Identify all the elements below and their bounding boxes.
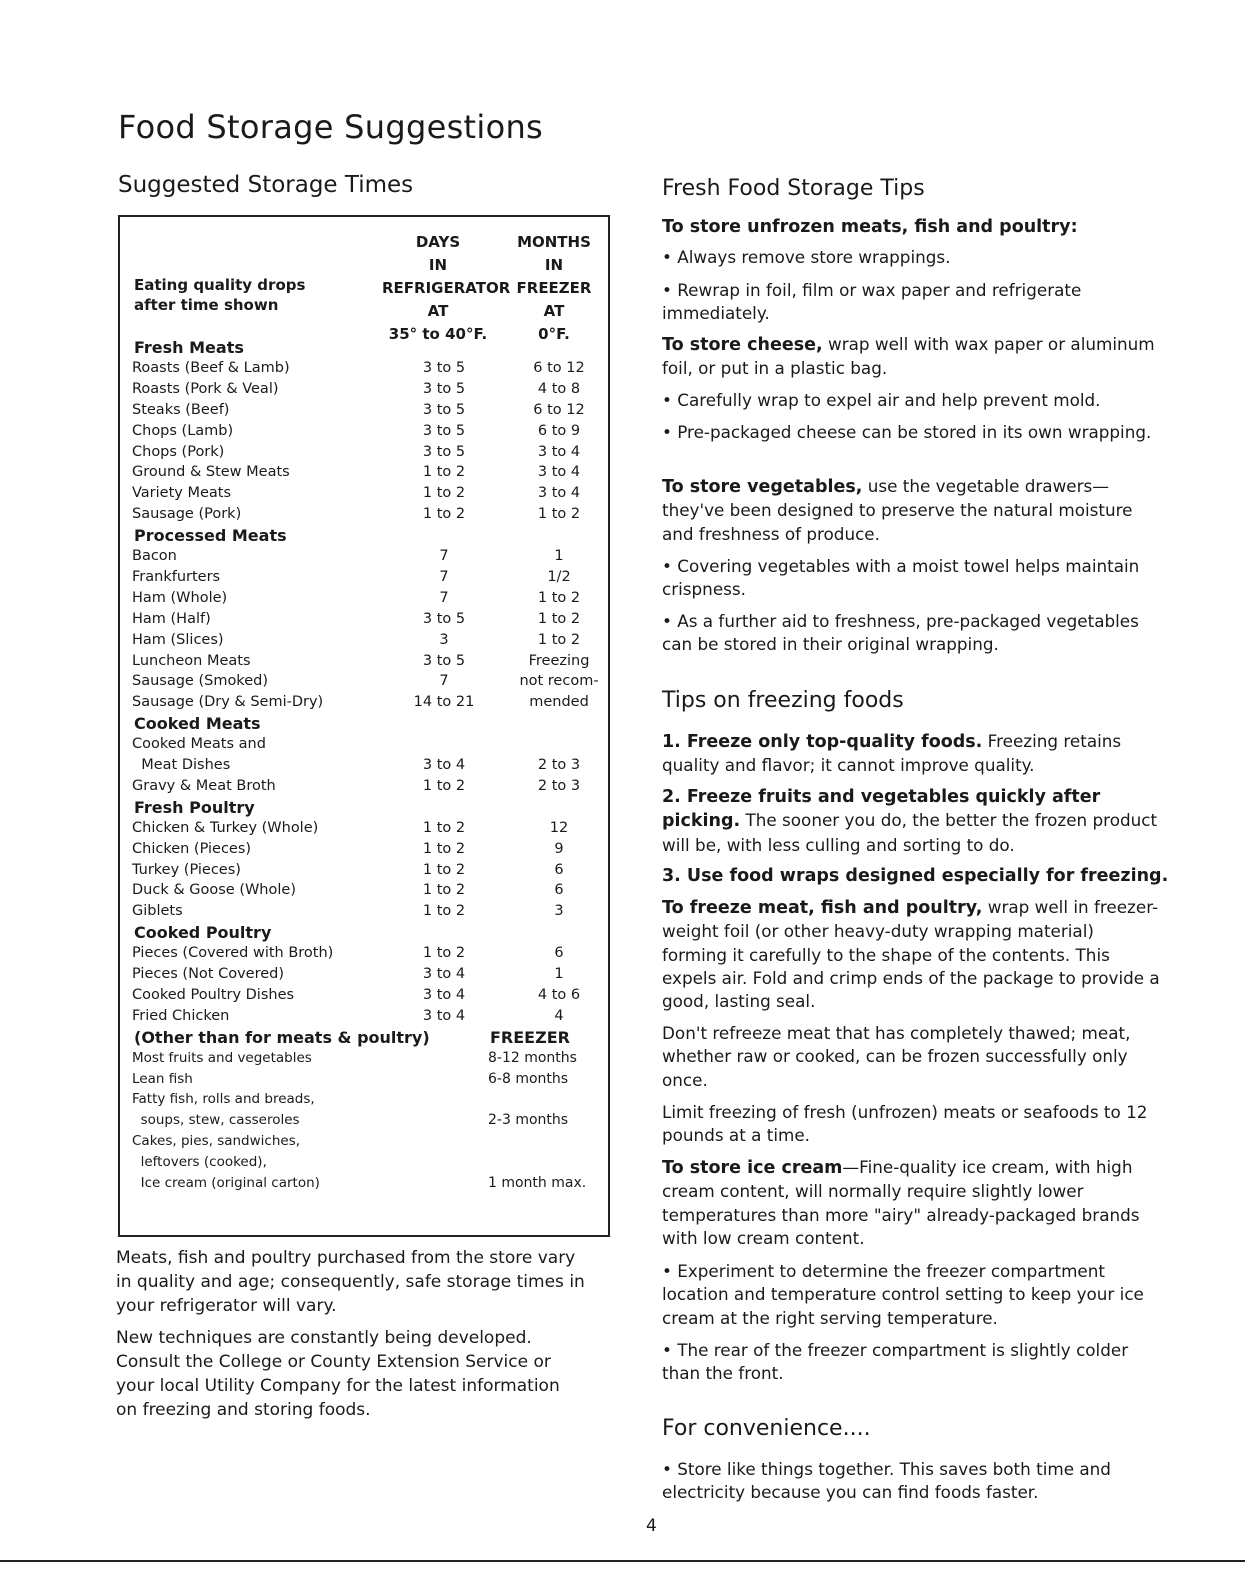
- refrigerator-days: 7: [439, 548, 449, 564]
- food-item: Frankfurters: [132, 568, 221, 585]
- food-item: Ground & Stew Meats: [132, 464, 290, 481]
- refrigerator-days: 1 to 2: [422, 903, 466, 920]
- section-fresh-meats: Fresh Meats: [134, 338, 244, 357]
- refrigerator-days: 1 to 2: [422, 777, 466, 794]
- freezer-months: 4: [554, 1007, 564, 1024]
- months-column-header: MONTHS IN FREEZER AT 0°F.: [516, 233, 592, 343]
- food-item: Cakes, pies, sandwiches,: [132, 1133, 301, 1150]
- ice-cream-tip-bullet-2: • The rear of the freezer compartment is slightly colder than the front.: [662, 1340, 1129, 1384]
- food-item: soups, stew, casseroles: [132, 1112, 300, 1129]
- refrigerator-days: 1 to 2: [422, 840, 466, 857]
- freezer-months: 3: [554, 903, 564, 920]
- cheese-tip: To store cheese, wrap well with wax paper or aluminum foil, or put in a plastic bag.: [662, 334, 1155, 379]
- storage-times-heading: Suggested Storage Times: [118, 172, 414, 198]
- refrigerator-days: 3 to 5: [422, 610, 466, 627]
- freezer-months: mended: [529, 694, 589, 711]
- freezer-months: 4 to 6: [537, 986, 581, 1003]
- food-item: Pieces (Not Covered): [132, 966, 285, 982]
- food-item: Most fruits and vegetables: [132, 1049, 312, 1066]
- freezer-months: 2 to 3: [537, 777, 581, 794]
- freezer-months: 12: [549, 819, 569, 836]
- freezer-months: 6 to 12: [533, 359, 585, 376]
- ice-cream-tip-bullet-1: • Experiment to determine the freezer compartment location and temperature control setting to keep your ice cream at the right serving temperature.: [662, 1261, 1144, 1328]
- ice-cream-tip: To store ice cream—Fine-quality ice cream, with high cream content, will normally require slightly lower temperatures than more "airy" already-packaged brands with low cream content.: [662, 1157, 1140, 1248]
- food-item: Chicken (Pieces): [132, 840, 252, 857]
- freezer-months: 1/2: [547, 568, 571, 585]
- bottom-rule: [0, 1560, 1245, 1562]
- food-item: Meat Dishes: [132, 757, 231, 773]
- food-item: Ham (Whole): [132, 589, 228, 606]
- freezer-months: 1 to 2: [537, 610, 581, 627]
- section-cooked-meats: Cooked Meats: [134, 714, 261, 734]
- food-item: Cooked Poultry Dishes: [132, 986, 295, 1003]
- freezer-months: 1 to 2: [537, 589, 581, 606]
- meats-tip-bullet-1: • Always remove store wrappings.: [662, 247, 951, 267]
- freezer-time: 1 month max.: [488, 1175, 587, 1191]
- food-item: Luncheon Meats: [132, 652, 251, 669]
- section-processed-meats: Processed Meats: [134, 526, 287, 546]
- freezer-months: 6: [554, 945, 564, 962]
- cheese-tip-bullet-1: • Carefully wrap to expel air and help prevent mold.: [662, 390, 1101, 410]
- food-item: Sausage (Dry & Semi-Dry): [132, 694, 324, 711]
- section-fresh-poultry: Fresh Poultry: [134, 797, 255, 817]
- refrigerator-days: 3 to 4: [422, 966, 466, 982]
- refrigerator-days: 3: [439, 631, 449, 648]
- refrigerator-days: 3 to 4: [422, 757, 466, 773]
- food-item: Gravy & Meat Broth: [132, 777, 276, 794]
- food-item: Cooked Meats and: [132, 736, 266, 753]
- refrigerator-days: 1 to 2: [422, 861, 466, 878]
- freezer-time: 2-3 months: [488, 1112, 569, 1129]
- food-item: Fried Chicken: [132, 1007, 230, 1024]
- freezer-months: 3 to 4: [537, 443, 581, 460]
- meats-tip-lead: To store unfrozen meats, fish and poultry:: [662, 217, 1078, 237]
- freezer-months: 3 to 4: [537, 485, 581, 502]
- food-item: Duck & Goose (Whole): [132, 882, 296, 899]
- freezing-tip-3: 3. Use food wraps designed especially for freezing.: [662, 866, 1169, 886]
- section-cooked-poultry: Cooked Poultry: [134, 923, 272, 943]
- storage-times-table: [118, 215, 610, 1237]
- refrigerator-days: 1 to 2: [422, 882, 466, 899]
- refrigerator-days: 7: [439, 673, 449, 690]
- refrigerator-days: 14 to 21: [413, 694, 475, 711]
- refrigerator-days: 3 to 5: [422, 359, 466, 376]
- page-title: Food Storage Suggestions: [118, 108, 544, 146]
- food-item: Chicken & Turkey (Whole): [132, 819, 319, 836]
- freezer-months: 3 to 4: [537, 464, 581, 481]
- freezer-months: 6: [554, 882, 564, 899]
- meats-tip-bullet-2: • Rewrap in foil, film or wax paper and refrigerate immediately.: [662, 280, 1082, 324]
- food-item: Fatty fish, rolls and breads,: [132, 1091, 315, 1108]
- refreeze-tip: Don't refreeze meat that has completely thawed; meat, whether raw or cooked, can be frozen successfully only once.: [662, 1023, 1131, 1090]
- refrigerator-days: 3 to 5: [422, 443, 466, 460]
- freezing-tip-2: 2. Freeze fruits and vegetables quickly after picking. The sooner you do, the better the frozen product will be, with less culling and sorting to do.: [662, 787, 1158, 855]
- food-item: Lean fish: [132, 1070, 193, 1087]
- food-item: leftovers (cooked),: [132, 1154, 267, 1171]
- food-item: Bacon: [132, 548, 177, 564]
- freezer-months: 6: [554, 861, 564, 878]
- food-item: Pieces (Covered with Broth): [132, 945, 334, 962]
- freezer-months: 1 to 2: [537, 631, 581, 648]
- vegetables-tip-bullet-1: • Covering vegetables with a moist towel helps maintain crispness.: [662, 556, 1140, 600]
- food-item: Ice cream (original carton): [132, 1175, 320, 1191]
- food-item: Giblets: [132, 903, 183, 920]
- freezer-months: 1: [554, 548, 564, 564]
- freezer-months: 1 to 2: [537, 506, 581, 523]
- freezer-months: not recom-: [519, 673, 599, 690]
- refrigerator-days: 3 to 5: [422, 422, 466, 439]
- page-number: 4: [646, 1516, 657, 1536]
- food-item: Chops (Pork): [132, 443, 225, 460]
- freezer-time: 6-8 months: [488, 1070, 569, 1087]
- cheese-tip-bullet-2: • Pre-packaged cheese can be stored in its own wrapping.: [662, 422, 1152, 442]
- food-item: Variety Meats: [132, 485, 232, 502]
- food-item: Turkey (Pieces): [132, 861, 241, 878]
- storage-note-1: Meats, fish and poultry purchased from the store vary in quality and age; consequently, safe storage times in your refrigerator will vary.: [116, 1248, 585, 1316]
- freezing-limit-tip: Limit freezing of fresh (unfrozen) meats or seafoods to 12 pounds at a time.: [662, 1102, 1148, 1146]
- freezer-months: Freezing: [528, 652, 590, 669]
- table-intro: Eating quality drops after time shown: [134, 276, 306, 314]
- vegetables-tip: To store vegetables, use the vegetable drawers—they've been designed to preserve the natural moisture and freshness of produce.: [662, 476, 1133, 544]
- food-item: Sausage (Pork): [132, 506, 242, 523]
- refrigerator-days: 1 to 2: [422, 819, 466, 836]
- freezing-tip-1: 1. Freeze only top-quality foods. Freezing retains quality and flavor; it cannot improve quality.: [662, 731, 1122, 776]
- refrigerator-days: 1 to 2: [422, 945, 466, 962]
- refrigerator-days: 1 to 2: [422, 485, 466, 502]
- food-item: Sausage (Smoked): [132, 673, 268, 690]
- refrigerator-days: 1 to 2: [422, 506, 466, 523]
- storage-note-2: New techniques are constantly being developed. Consult the College or County Extension Service or your local Utility Company for the latest information on freezing and storing foods.: [116, 1328, 560, 1420]
- food-item: Ham (Half): [132, 610, 211, 627]
- refrigerator-days: 3 to 5: [422, 401, 466, 418]
- fresh-tips-heading: Fresh Food Storage Tips: [662, 176, 925, 201]
- freezer-months: 2 to 3: [537, 757, 581, 773]
- freezer-months: 6 to 9: [537, 422, 581, 439]
- refrigerator-days: 7: [439, 568, 449, 585]
- refrigerator-days: 3 to 5: [422, 652, 466, 669]
- freeze-meat-tip: To freeze meat, fish and poultry, wrap well in freezer-weight foil (or other heavy-duty wrapping material) forming it carefully to the shape of the contents. This expels air. Fold and crimp ends of the package to provide a good, lasting seal.: [662, 897, 1160, 1012]
- food-item: Ham (Slices): [132, 631, 224, 648]
- food-item: Roasts (Beef & Lamb): [132, 359, 290, 376]
- freezer-months: 9: [554, 840, 564, 857]
- food-item: Chops (Lamb): [132, 422, 234, 439]
- food-item: Steaks (Beef): [132, 401, 230, 418]
- section-other-foods: (Other than for meats & poultry) FREEZER: [134, 1027, 570, 1047]
- food-item: Roasts (Pork & Veal): [132, 380, 279, 397]
- freezer-months: 1: [554, 966, 564, 982]
- refrigerator-days: 1 to 2: [422, 464, 466, 481]
- refrigerator-days: 3 to 4: [422, 1007, 466, 1024]
- convenience-heading: For convenience....: [662, 1416, 871, 1441]
- days-column-header: DAYS IN REFRIGERATOR AT 35° to 40°F.: [382, 233, 511, 343]
- freezer-time: 8-12 months: [488, 1049, 577, 1066]
- freezer-months: 4 to 8: [537, 380, 581, 397]
- freezer-months: 6 to 12: [533, 401, 585, 418]
- vegetables-tip-bullet-2: • As a further aid to freshness, pre-packaged vegetables can be stored in their original wrapping.: [662, 611, 1139, 655]
- freezing-tips-heading: Tips on freezing foods: [662, 688, 904, 713]
- convenience-tip: • Store like things together. This saves both time and electricity because you can find foods faster.: [662, 1459, 1111, 1503]
- refrigerator-days: 3 to 4: [422, 986, 466, 1003]
- refrigerator-days: 7: [439, 589, 449, 606]
- refrigerator-days: 3 to 5: [422, 380, 466, 397]
- other-freezer-header: FREEZER: [490, 1027, 570, 1047]
